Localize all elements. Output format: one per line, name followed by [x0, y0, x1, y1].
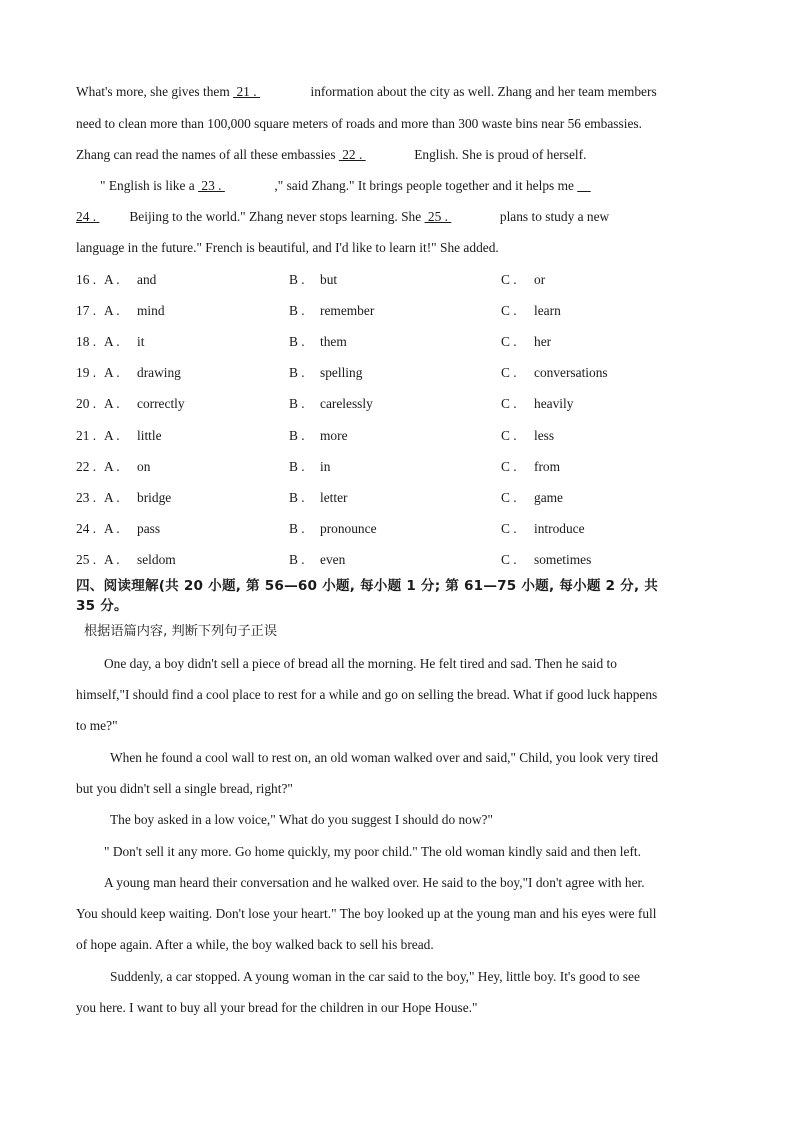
- blank-24-start[interactable]: [577, 178, 599, 194]
- question-number: 17 .: [76, 303, 97, 318]
- option-c-label[interactable]: C .: [501, 303, 517, 318]
- option-c-label[interactable]: C .: [501, 490, 517, 505]
- option-a-label[interactable]: A .: [104, 334, 120, 349]
- option-c-text[interactable]: sometimes: [534, 552, 592, 567]
- question-number: 22 .: [76, 459, 97, 474]
- passage1-line-6: language in the future." French is beautiful, and I'd like to learn it!" She added.: [76, 240, 499, 255]
- option-c-label[interactable]: C .: [501, 334, 517, 349]
- section-heading-line-1: 四、阅读理解(共 20 小题, 第 56—60 小题, 每小题 1 分; 第 61—75 小题, 每小题 2 分, 共: [76, 578, 659, 594]
- option-a-label[interactable]: A .: [104, 521, 120, 536]
- blank-25[interactable]: 25 .: [424, 209, 452, 224]
- option-a-text[interactable]: it: [137, 334, 145, 349]
- option-b-text[interactable]: letter: [320, 490, 348, 505]
- blank-24[interactable]: 24 .: [76, 209, 100, 224]
- question-number: 25 .: [76, 552, 97, 567]
- passage2-p5-line-1: A young man heard their conversation and he walked over. He said to the boy,"I don't agree with her.: [104, 875, 645, 890]
- option-c-text[interactable]: from: [534, 459, 561, 474]
- option-row-20: [76, 396, 716, 412]
- option-b-label[interactable]: B .: [289, 303, 305, 318]
- passage2-p3-line-1: The boy asked in a low voice," What do you suggest I should do now?": [110, 812, 493, 827]
- blank-21[interactable]: 21 .: [233, 84, 260, 99]
- passage1-line-5: 24 . Beijing to the world." Zhang never stops learning. She 25 . plans to study a new: [76, 209, 610, 224]
- option-b-label[interactable]: B .: [289, 396, 305, 411]
- option-b-label[interactable]: B .: [289, 428, 305, 443]
- option-row-16: [76, 272, 716, 288]
- section-heading: [76, 576, 716, 616]
- option-c-label[interactable]: C .: [501, 365, 517, 380]
- option-c-label[interactable]: C .: [501, 272, 517, 287]
- option-a-label[interactable]: A .: [104, 552, 120, 567]
- question-number: 23 .: [76, 490, 97, 505]
- question-number: 16 .: [76, 272, 97, 287]
- blank-23[interactable]: 23 .: [198, 178, 225, 193]
- option-a-text[interactable]: drawing: [137, 365, 181, 380]
- passage2-p4-line-1: " Don't sell it any more. Go home quickly, my poor child." The old woman kindly said and then left.: [104, 844, 641, 859]
- option-b-text[interactable]: in: [320, 459, 331, 474]
- blank-22[interactable]: 22 .: [338, 147, 366, 162]
- passage2-p5-line-3: of hope again. After a while, the boy walked back to sell his bread.: [76, 937, 434, 952]
- option-row-21: [76, 428, 716, 444]
- section-heading-line-2: 35 分。: [76, 598, 128, 614]
- option-b-label[interactable]: B .: [289, 334, 305, 349]
- passage2-p5-line-2: You should keep waiting. Don't lose your heart." The boy looked up at the young man and his eyes were full: [76, 906, 657, 921]
- option-c-text[interactable]: game: [534, 490, 563, 505]
- option-a-text[interactable]: on: [137, 459, 151, 474]
- option-row-24: [76, 521, 716, 537]
- passage2-p1-line-2: himself,"I should find a cool place to rest for a while and go on selling the bread. What if good luck happens: [76, 687, 658, 702]
- option-row-19: [76, 365, 716, 381]
- passage1-line-3: Zhang can read the names of all these embassies 22 . English. She is proud of herself.: [76, 147, 587, 162]
- passage2-p1-line-1: One day, a boy didn't sell a piece of bread all the morning. He felt tired and sad. Then he said to: [104, 656, 617, 671]
- option-row-22: [76, 459, 716, 475]
- option-a-label[interactable]: A .: [104, 490, 120, 505]
- option-c-text[interactable]: learn: [534, 303, 561, 318]
- passage2-p2-line-1: When he found a cool wall to rest on, an old woman walked over and said," Child, you look very tired: [110, 750, 659, 765]
- option-a-text[interactable]: little: [137, 428, 162, 443]
- passage2-p1-line-3: to me?": [76, 718, 118, 733]
- option-a-label[interactable]: A .: [104, 459, 120, 474]
- option-a-text[interactable]: correctly: [137, 396, 185, 411]
- option-a-label[interactable]: A .: [104, 303, 120, 318]
- option-c-text[interactable]: less: [534, 428, 555, 443]
- option-b-text[interactable]: even: [320, 552, 346, 567]
- passage1-line-4: " English is like a 23 . ," said Zhang." It brings people together and it helps me: [100, 178, 716, 194]
- option-a-text[interactable]: pass: [137, 521, 161, 536]
- option-a-text[interactable]: seldom: [137, 552, 176, 567]
- option-b-text[interactable]: pronounce: [320, 521, 377, 536]
- option-c-label[interactable]: C .: [501, 396, 517, 411]
- option-a-label[interactable]: A .: [104, 428, 120, 443]
- question-number: 18 .: [76, 334, 97, 349]
- option-c-label[interactable]: C .: [501, 521, 517, 536]
- option-b-text[interactable]: but: [320, 272, 338, 287]
- option-row-18: [76, 334, 716, 350]
- option-c-label[interactable]: C .: [501, 459, 517, 474]
- option-b-label[interactable]: B .: [289, 490, 305, 505]
- option-b-text[interactable]: spelling: [320, 365, 363, 380]
- option-c-label[interactable]: C .: [501, 428, 517, 443]
- option-b-text[interactable]: more: [320, 428, 348, 443]
- question-number: 24 .: [76, 521, 97, 536]
- question-number: 21 .: [76, 428, 97, 443]
- option-c-text[interactable]: introduce: [534, 521, 585, 536]
- passage2-p6-line-2: you here. I want to buy all your bread for the children in our Hope House.": [76, 1000, 478, 1015]
- option-a-text[interactable]: mind: [137, 303, 165, 318]
- option-b-text[interactable]: them: [320, 334, 347, 349]
- option-a-label[interactable]: A .: [104, 272, 120, 287]
- option-c-text[interactable]: heavily: [534, 396, 574, 411]
- section-instruction: 根据语篇内容, 判断下列句子正误: [84, 624, 278, 639]
- option-row-23: [76, 490, 716, 506]
- option-b-text[interactable]: carelessly: [320, 396, 373, 411]
- option-b-label[interactable]: B .: [289, 272, 305, 287]
- option-a-label[interactable]: A .: [104, 365, 120, 380]
- option-c-text[interactable]: conversations: [534, 365, 608, 380]
- passage1-line-2: need to clean more than 100,000 square meters of roads and more than 300 waste bins near 56 embassies.: [76, 116, 642, 131]
- option-a-text[interactable]: bridge: [137, 490, 172, 505]
- option-b-label[interactable]: B .: [289, 521, 305, 536]
- option-b-text[interactable]: remember: [320, 303, 375, 318]
- option-c-text[interactable]: her: [534, 334, 552, 349]
- option-b-label[interactable]: B .: [289, 459, 305, 474]
- option-a-text[interactable]: and: [137, 272, 157, 287]
- option-row-25: [76, 552, 716, 568]
- passage2-p6-line-1: Suddenly, a car stopped. A young woman in the car said to the boy," Hey, little boy. It's good to see: [110, 969, 640, 984]
- passage1-line-1: What's more, she gives them 21 . information about the city as well. Zhang and her team members: [76, 84, 657, 99]
- question-number: 20 .: [76, 396, 97, 411]
- option-c-text[interactable]: or: [534, 272, 546, 287]
- passage2-p2-line-2: but you didn't sell a single bread, right?": [76, 781, 293, 796]
- option-b-label[interactable]: B .: [289, 365, 305, 380]
- option-b-label[interactable]: B .: [289, 552, 305, 567]
- option-c-label[interactable]: C .: [501, 552, 517, 567]
- question-number: 19 .: [76, 365, 97, 380]
- option-a-label[interactable]: A .: [104, 396, 120, 411]
- option-row-17: [76, 303, 716, 319]
